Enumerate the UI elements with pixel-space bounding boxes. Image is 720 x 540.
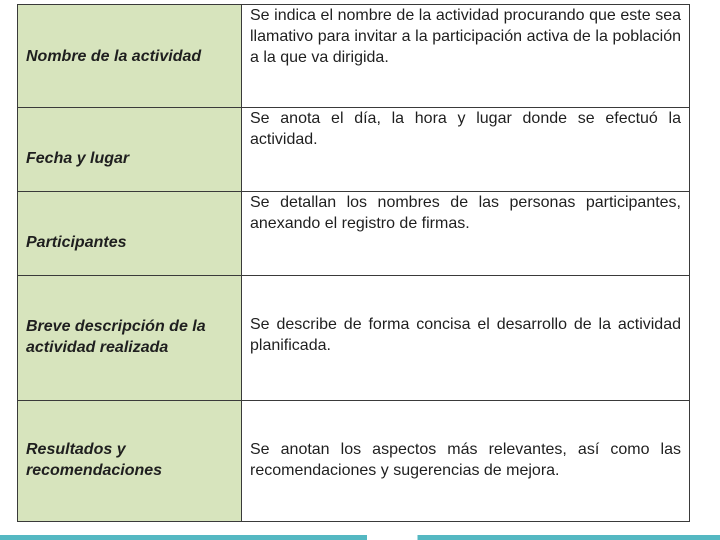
row-label-participants: Participantes xyxy=(18,192,242,276)
row-label-activity-name: Nombre de la actividad xyxy=(18,5,242,108)
row-description-date-place: Se anota el día, la hora y lugar donde se efectuó la actividad. xyxy=(242,108,690,192)
row-description-results: Se anotan los aspectos más relevantes, así como las recomendaciones y sugerencias de mejora. xyxy=(242,401,690,522)
activity-report-table xyxy=(17,4,690,522)
row-label-brief-description: Breve descripción de la actividad realizada xyxy=(18,276,242,401)
bottom-accent-bar xyxy=(0,535,720,540)
table-row xyxy=(18,108,690,192)
row-label-date-place: Fecha y lugar xyxy=(18,108,242,192)
row-description-participants: Se detallan los nombres de las personas participantes, anexando el registro de firmas. xyxy=(242,192,690,276)
table-row xyxy=(18,5,690,108)
row-description-brief-description: Se describe de forma concisa el desarrollo de la actividad planificada. xyxy=(242,276,690,401)
table-row xyxy=(18,401,690,522)
row-label-results: Resultados y recomendaciones xyxy=(18,401,242,522)
table-row xyxy=(18,276,690,401)
row-description-activity-name: Se indica el nombre de la actividad procurando que este sea llamativo para invitar a la participación activa de la población a la que va dirigida. xyxy=(242,5,690,108)
table-row xyxy=(18,192,690,276)
